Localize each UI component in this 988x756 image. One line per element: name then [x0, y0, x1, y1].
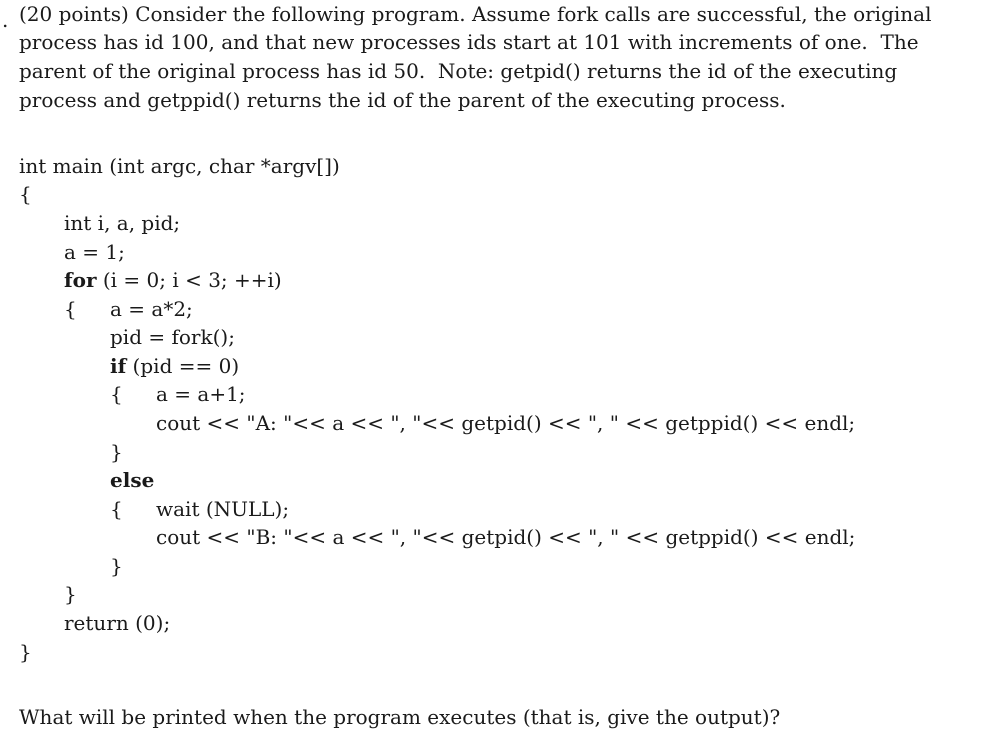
intro-line-4: process and getppid() returns the id of the parent of the executing process.: [19, 88, 786, 112]
code-inc-a: a = a+1;: [156, 382, 246, 406]
code-close-brace-if: }: [110, 440, 123, 464]
code-cout-a: cout << "A: "<< a << ", "<< getpid() << ", " << getppid() << endl;: [156, 411, 856, 435]
for-condition: (i = 0; i < 3; ++i): [96, 268, 282, 292]
if-condition: (pid == 0): [126, 354, 240, 378]
code-open-brace-main: {: [19, 182, 32, 206]
problem-bullet: .: [2, 8, 9, 32]
for-keyword: for: [64, 268, 97, 292]
code-open-brace-if: {: [110, 382, 123, 406]
if-keyword: if: [110, 354, 127, 378]
intro-line-3: parent of the original process has id 50. Note: getpid() returns the id of the executing: [19, 59, 898, 83]
code-open-brace-for: {: [64, 297, 77, 321]
code-declaration: int i, a, pid;: [64, 211, 181, 235]
code-close-brace-main: }: [19, 640, 32, 664]
code-close-brace-else: }: [110, 554, 123, 578]
code-return: return (0);: [64, 611, 171, 635]
intro-line-2: process has id 100, and that new processes ids start at 101 with increments of one. The: [19, 30, 919, 54]
code-for-line: [64, 266, 282, 294]
code-wait-call: wait (NULL);: [156, 497, 290, 521]
else-keyword: else: [110, 468, 155, 492]
code-double-a: a = a*2;: [110, 297, 193, 321]
code-if-line: [110, 352, 239, 380]
code-fork-call: pid = fork();: [110, 325, 235, 349]
code-cout-b: cout << "B: "<< a << ", "<< getpid() << ", " << getppid() << endl;: [156, 525, 856, 549]
question-text: What will be printed when the program executes (that is, give the output)?: [19, 705, 781, 729]
code-signature: int main (int argc, char *argv[]): [19, 154, 340, 178]
code-close-brace-for: }: [64, 582, 77, 606]
code-else-line: [110, 466, 154, 494]
code-init-a: a = 1;: [64, 240, 125, 264]
intro-line-1: (20 points) Consider the following program. Assume fork calls are successful, the original: [19, 2, 932, 26]
code-open-brace-else: {: [110, 497, 123, 521]
